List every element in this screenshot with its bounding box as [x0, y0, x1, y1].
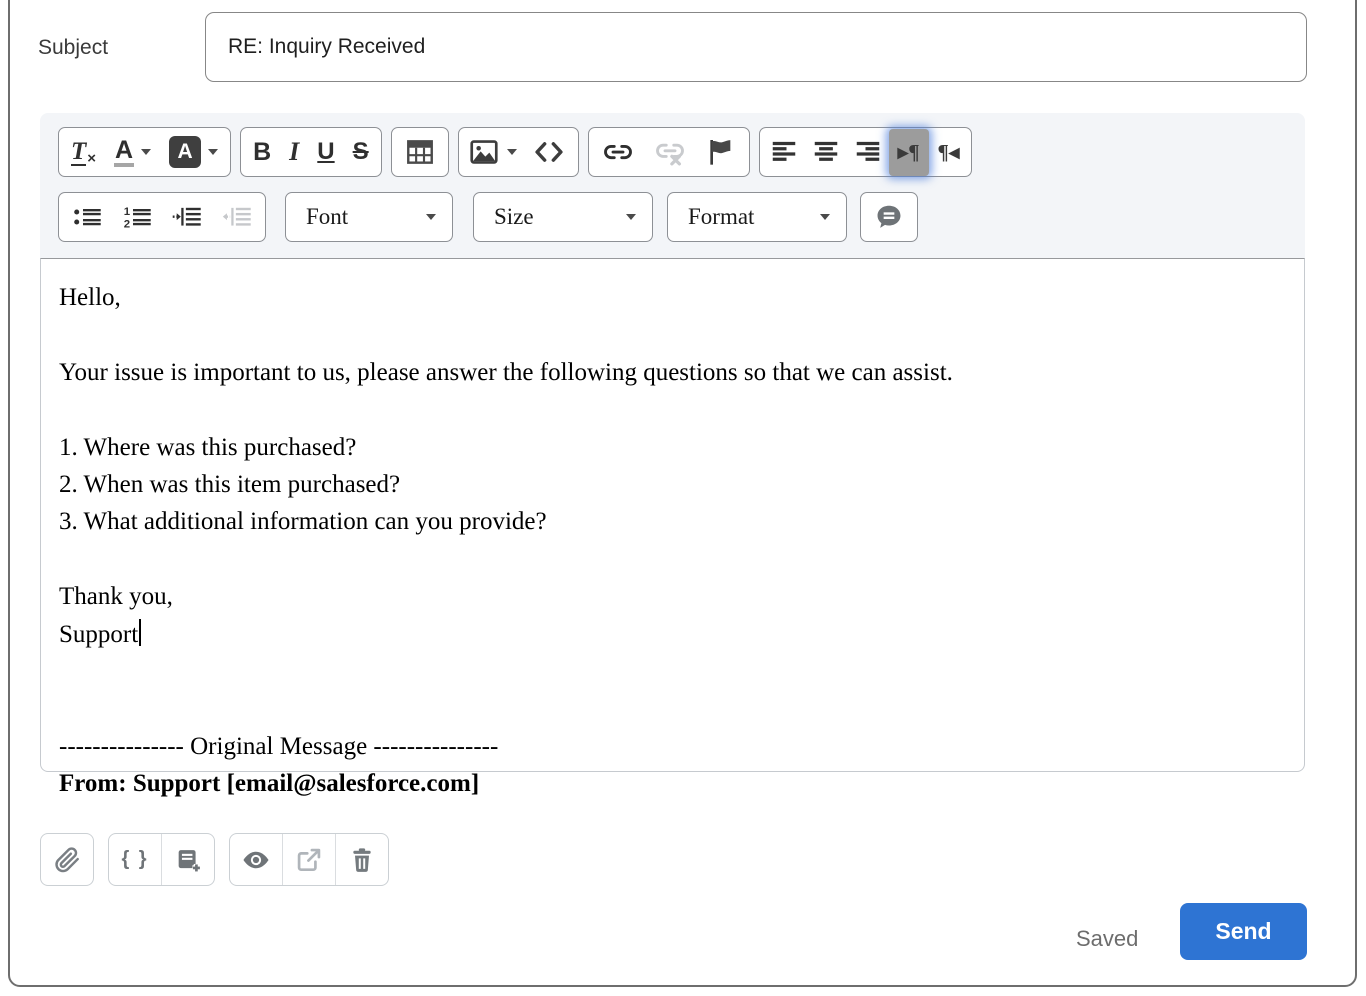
- size-dropdown[interactable]: [473, 192, 653, 242]
- bulleted-list-icon: [71, 202, 103, 232]
- remove-format-button[interactable]: T ×: [71, 137, 97, 167]
- table-icon: [404, 136, 436, 168]
- original-message-from-line: From: Support [email@salesforce.com]: [59, 770, 480, 798]
- source-code-button[interactable]: [523, 130, 575, 174]
- body-line: [59, 690, 1286, 727]
- body-line-signature: Support: [59, 616, 1286, 653]
- comment-bubble-icon: [873, 201, 905, 233]
- source-code-icon: [532, 137, 566, 167]
- chevron-down-icon: [141, 149, 151, 155]
- anchor-button[interactable]: [696, 130, 746, 174]
- underline-icon: U: [317, 138, 335, 165]
- canned-response-button[interactable]: [864, 195, 914, 239]
- body-line: [59, 653, 1286, 690]
- basic-styles-group: [240, 127, 382, 177]
- align-center-icon: [811, 137, 841, 167]
- text-direction-ltr-button[interactable]: [889, 129, 929, 176]
- eye-icon: [241, 845, 271, 875]
- insert-link-button[interactable]: [592, 130, 644, 174]
- background-color-icon: A: [169, 136, 201, 168]
- subject-input[interactable]: [205, 12, 1307, 82]
- numbered-list-icon: [121, 202, 153, 232]
- body-line: [59, 316, 1286, 353]
- body-line: [59, 541, 1286, 578]
- delete-draft-button[interactable]: [335, 834, 388, 885]
- strikethrough-icon: S: [352, 138, 369, 165]
- remove-format-icon: T: [71, 137, 87, 165]
- format-clear-color-group: [58, 127, 231, 177]
- chevron-down-icon: [820, 214, 830, 220]
- image-icon: [468, 136, 500, 168]
- numbered-list-button[interactable]: [112, 195, 162, 239]
- bold-button[interactable]: [244, 130, 280, 174]
- unlink-button[interactable]: [644, 130, 696, 174]
- attach-file-button[interactable]: [41, 834, 93, 885]
- format-dropdown-label: Format: [688, 204, 755, 229]
- external-link-icon: [295, 846, 323, 874]
- insert-tools-group: [108, 833, 215, 886]
- align-right-icon: [853, 137, 883, 167]
- align-center-button[interactable]: [805, 130, 847, 174]
- strikethrough-button[interactable]: [344, 130, 378, 174]
- font-dropdown[interactable]: [285, 192, 453, 242]
- link-group: [588, 127, 750, 177]
- insert-placeholder-button[interactable]: [109, 834, 161, 885]
- italic-icon: I: [289, 137, 300, 166]
- text-cursor: [139, 619, 141, 646]
- trash-icon: [348, 846, 376, 874]
- subject-label: Subject: [38, 36, 109, 59]
- chevron-down-icon: [208, 149, 218, 155]
- text-color-button[interactable]: [105, 130, 160, 174]
- body-line: Your issue is important to us, please answer the following questions so that we can assist.: [59, 358, 953, 386]
- svg-text:1: 1: [123, 206, 131, 219]
- body-line-question-1: 1. Where was this purchased?: [59, 433, 357, 461]
- toolbar-row-1: [58, 127, 1305, 177]
- insert-image-button[interactable]: [462, 130, 523, 174]
- text-direction-rtl-button[interactable]: [929, 130, 969, 174]
- media-group: [458, 127, 579, 177]
- toolbar-row-2: [58, 192, 1305, 242]
- preview-button[interactable]: [230, 834, 282, 885]
- send-button[interactable]: Send: [1180, 903, 1307, 960]
- original-message-divider: --------------- Original Message ---------------: [59, 732, 499, 760]
- chevron-down-icon: [426, 214, 436, 220]
- open-in-new-window-button[interactable]: [282, 834, 335, 885]
- unlink-icon: [653, 137, 687, 167]
- align-right-button[interactable]: [847, 130, 889, 174]
- insert-table-button[interactable]: [395, 130, 445, 174]
- direction-ltr-icon: ▸¶: [897, 139, 920, 164]
- table-group: [391, 127, 449, 177]
- add-canned-note-button[interactable]: [161, 834, 214, 885]
- increase-indent-button[interactable]: [162, 195, 212, 239]
- font-dropdown-label: Font: [306, 204, 349, 229]
- compose-actions-bar: [40, 833, 389, 886]
- direction-rtl-icon: ¶◂: [937, 139, 960, 164]
- indent-icon: [171, 202, 203, 232]
- chevron-down-icon: [507, 149, 517, 155]
- note-add-icon: [174, 846, 202, 874]
- underline-button[interactable]: [308, 130, 343, 174]
- outdent-icon: [221, 202, 253, 232]
- chevron-down-icon: [626, 214, 636, 220]
- text-color-icon: A: [114, 137, 134, 167]
- paperclip-icon: [53, 846, 81, 874]
- curly-braces-icon: { }: [121, 848, 149, 870]
- flag-icon: [705, 136, 737, 168]
- italic-button[interactable]: [280, 130, 308, 174]
- size-dropdown-label: Size: [494, 204, 534, 229]
- svg-text:2: 2: [123, 218, 131, 231]
- email-body-editor[interactable]: [40, 258, 1305, 798]
- list-indent-group: [58, 192, 266, 242]
- bold-icon: B: [253, 137, 272, 166]
- save-status-text: Saved: [1076, 926, 1139, 951]
- body-line: Hello,: [59, 284, 121, 311]
- bulleted-list-button[interactable]: [62, 195, 112, 239]
- body-line: [59, 391, 1286, 428]
- link-icon: [601, 137, 635, 167]
- align-left-button[interactable]: [763, 130, 805, 174]
- background-color-button[interactable]: [160, 130, 227, 174]
- editor-toolbar: [40, 113, 1305, 258]
- body-line-question-2: 2. When was this item purchased?: [59, 471, 401, 498]
- body-line-question-3: 3. What additional information can you provide?: [59, 508, 547, 536]
- attachment-group: [40, 833, 94, 886]
- body-line: Thank you,: [59, 583, 173, 611]
- decrease-indent-button[interactable]: [212, 195, 262, 239]
- format-dropdown[interactable]: [667, 192, 847, 242]
- preview-manage-group: [229, 833, 389, 886]
- align-left-icon: [769, 137, 799, 167]
- canned-response-group: [860, 192, 918, 242]
- alignment-group: [759, 127, 973, 177]
